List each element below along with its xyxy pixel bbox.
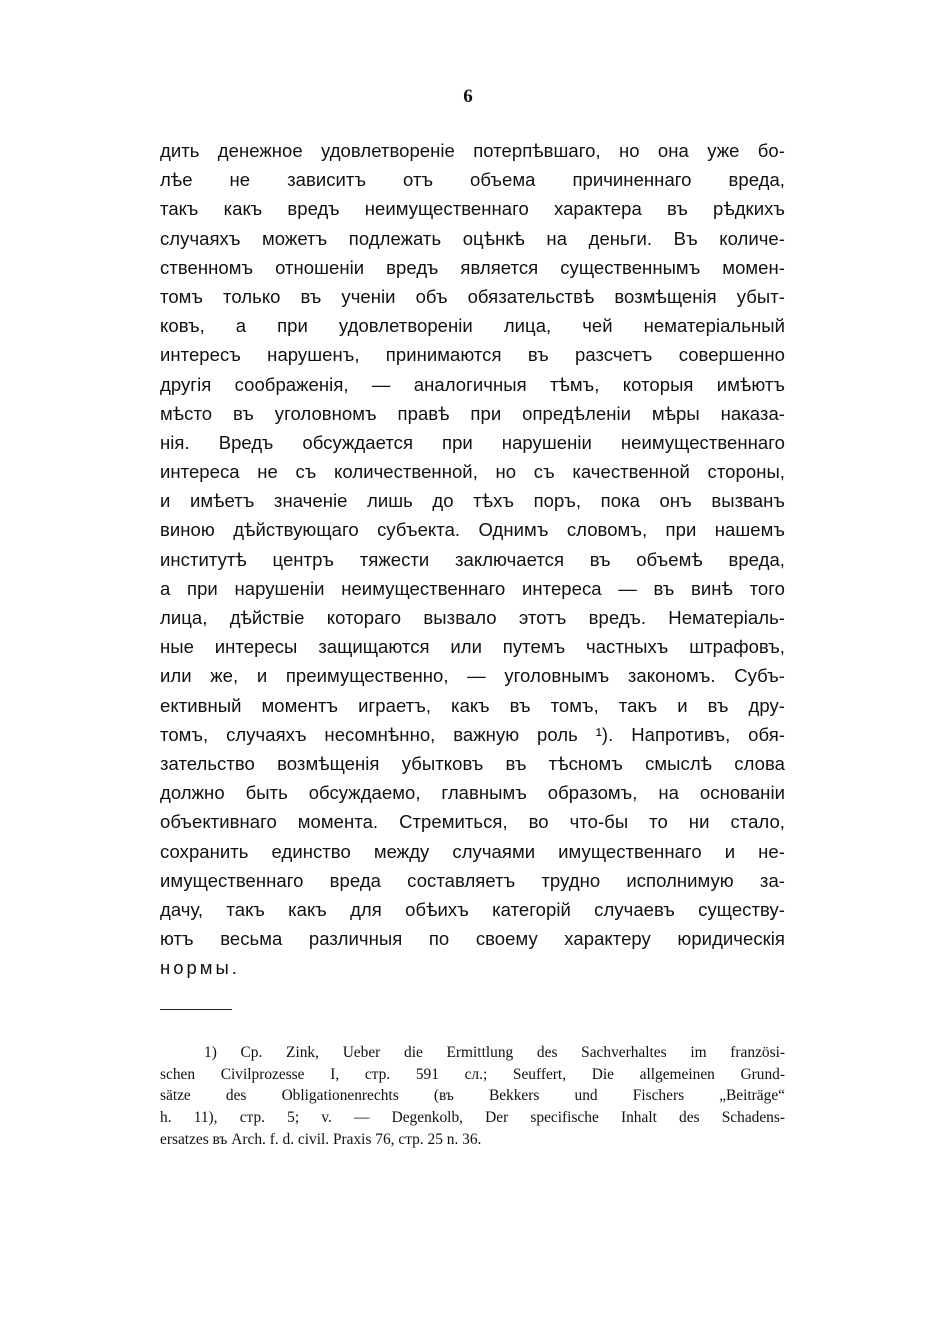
footnote-line: ersatzes въ Arch. f. d. civil. Praxis 76, стр. 25 n. 36. bbox=[160, 1130, 482, 1148]
body-line: ективный моментъ играетъ, какъ въ томъ, такъ и въ дру- bbox=[160, 694, 785, 716]
footnote bbox=[160, 1042, 785, 1150]
body-line: виною дѣйствующаго субъекта. Однимъ словомъ, при нашемъ bbox=[160, 519, 785, 541]
body-line: дачу, такъ какъ для обѣихъ категорій случаевъ существу- bbox=[160, 898, 785, 920]
body-line: томъ, случаяхъ несомнѣнно, важную роль ¹). Напротивъ, обя- bbox=[160, 723, 785, 745]
body-line: интересъ нарушенъ, принимаются въ разсчетъ совершенно bbox=[160, 344, 785, 366]
page-number: 6 bbox=[463, 86, 473, 107]
body-line: сохранить единство между случаями имущественнаго и не- bbox=[160, 840, 785, 862]
body-line: ные интересы защищаются или путемъ частныхъ штрафовъ, bbox=[160, 636, 785, 658]
body-line: случаяхъ можетъ подлежать оцѣнкѣ на деньги. Въ количе- bbox=[160, 227, 785, 249]
body-line: ютъ весьма различныя по своему характеру юридическія bbox=[160, 928, 785, 950]
footnote-line: schen Civilprozesse I, стр. 591 сл.; Seuffert, Die allgemeinen Grund- bbox=[160, 1065, 785, 1083]
body-line: институтѣ центръ тяжести заключается въ объемѣ вреда, bbox=[160, 548, 785, 570]
footnote-line: 1) Cp. Zink, Ueber die Ermittlung des Sachverhaltes im französi- bbox=[204, 1044, 785, 1061]
body-line: должно быть обсуждаемо, главнымъ образомъ, на основаніи bbox=[160, 782, 785, 804]
body-line: такъ какъ вредъ неимущественнаго характера въ рѣдкихъ bbox=[160, 198, 785, 220]
body-line: и имѣетъ значеніе лишь до тѣхъ поръ, пока онъ вызванъ bbox=[160, 490, 785, 512]
body-line: дить денежное удовлетвореніе потерпѣвшаго, но она уже бо- bbox=[160, 140, 785, 161]
body-line: лица, дѣйствіе котораго вызвало этотъ вредъ. Нематеріаль- bbox=[160, 607, 785, 628]
body-line: другія соображенія, — аналогичныя тѣмъ, которыя имѣютъ bbox=[160, 373, 785, 395]
body-line: ковъ, а при удовлетвореніи лица, чей нематеріальный bbox=[160, 315, 785, 337]
body-line: интереса не съ количественной, но съ качественной стороны, bbox=[160, 461, 785, 483]
footnote-divider bbox=[160, 1009, 232, 1010]
body-paragraph bbox=[160, 136, 785, 982]
footnote-line: h. 11), стр. 5; v. — Degenkolb, Der specifische Inhalt des Schadens- bbox=[160, 1109, 785, 1127]
body-line: зательство возмѣщенія убытковъ въ тѣсномъ смыслѣ слова bbox=[160, 752, 785, 774]
body-line: или же, и преимущественно, — уголовнымъ закономъ. Субъ- bbox=[160, 665, 785, 687]
body-line: имущественнаго вреда составляетъ трудно исполнимую за- bbox=[160, 869, 785, 891]
body-line: а при нарушеніи неимущественнаго интереса — въ винѣ того bbox=[160, 577, 785, 599]
body-line: ственномъ отношеніи вредъ является существеннымъ момен- bbox=[160, 256, 785, 278]
body-line: лѣе не зависитъ отъ объема причиненнаго вреда, bbox=[160, 169, 785, 191]
body-line: нормы. bbox=[160, 957, 240, 979]
body-line: мѣсто въ уголовномъ правѣ при опредѣленіи мѣры наказа- bbox=[160, 402, 785, 424]
body-line: томъ только въ ученіи объ обязательствѣ возмѣщенія убыт- bbox=[160, 285, 785, 307]
footnote-line: sätze des Obligationenrechts (въ Bekkers und Fischers „Beiträge“ bbox=[160, 1087, 785, 1105]
body-line: объективнаго момента. Стремиться, во что-бы то ни стало, bbox=[160, 811, 785, 833]
body-line: нія. Вредъ обсуждается при нарушеніи неимущественнаго bbox=[160, 431, 785, 453]
